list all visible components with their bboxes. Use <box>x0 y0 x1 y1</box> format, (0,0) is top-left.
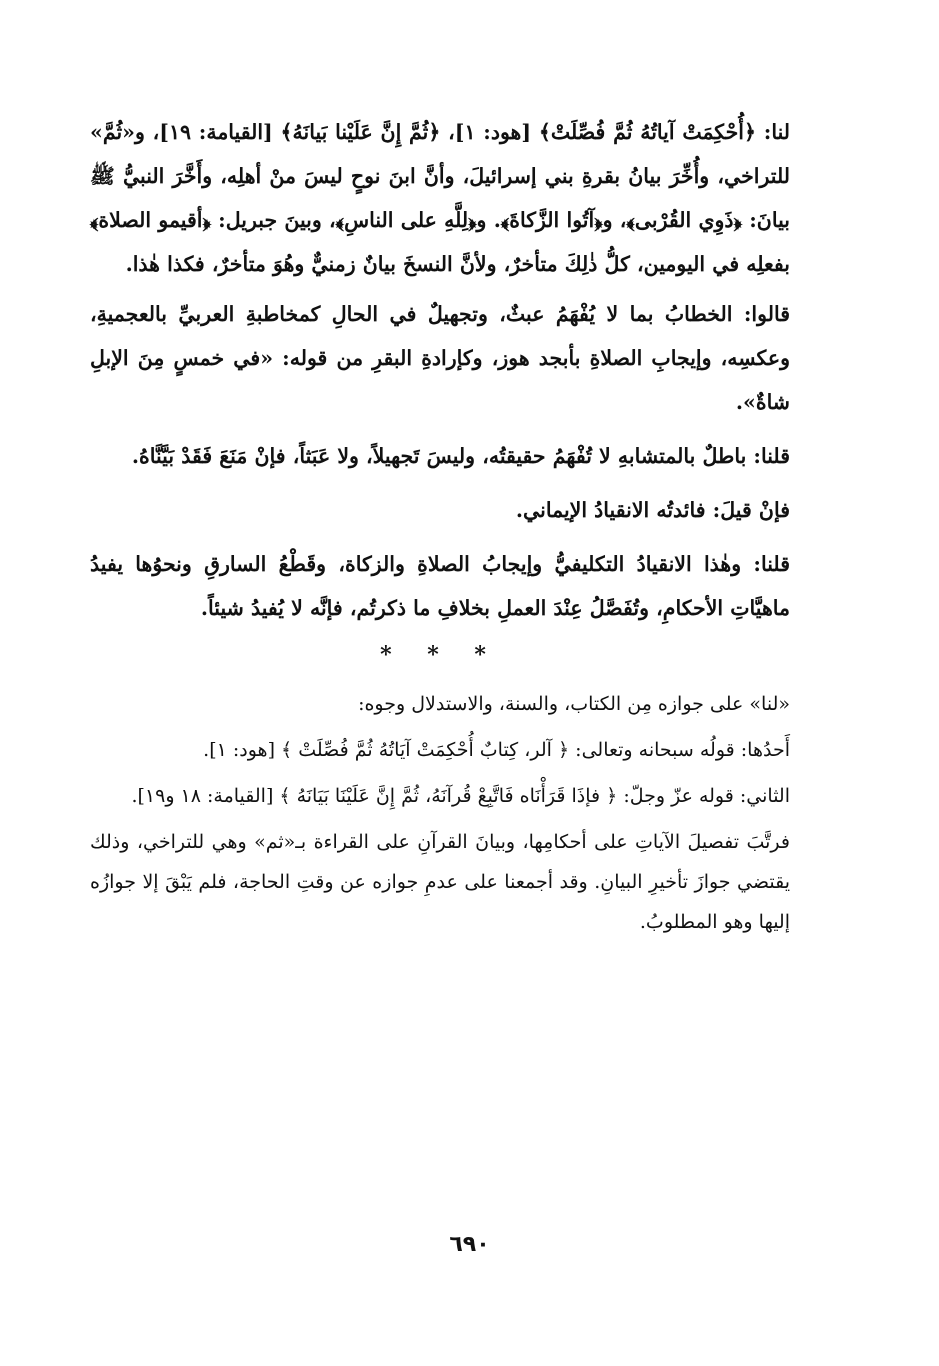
main-paragraph: لنا: ﴿أُحْكِمَتْ آياتُهُ ثُمَّ فُصِّلَتْ﴾ [هود: ١]، ﴿ثُمَّ إِنَّ عَلَيْنا بَيانَهُ﴾ [القيامة: ١٩]، و«ثُمَّ» للتراخي، وأُخِّرَ بيانُ بقرةِ بني إسرائيلَ، وأنَّ ابنَ نوحٍ ليسَ منْ أهلِه، وأَخَّرَ النبيُّ ﷺ بيانَ: ﴿ذَوِي القُرْبى﴾، و﴿آتُوا الزَّكاةَ﴾. و﴿لِلَّهِ على الناسِ﴾، وبينَ جبريل: ﴿أقيمو الصلاة﴾ بفعلِه في اليومين، كلُّ ذٰلِكَ متأخرٌ، ولأنَّ النسخَ بيانٌ زمنيٌّ وهُوَ متأخرٌ، فكذا هٰذا. <box>90 120 791 276</box>
commentary-paragraph: الثاني: قوله عزّ وجلّ: ﴿ فإذَا قَرَأْنَاه فَاتَّبِعْ قُرآنَهُ، ثُمَّ إِنَّ عَلَيْنَا بَيَانَهُ ﴾ [القيامة: ١٨ و١٩]. <box>131 785 790 807</box>
commentary-paragraph: أَحدُها: قولُه سبحانه وتعالى: ﴿ آلر، كِتابٌ أُحْكِمَتْ آيَاتُهُ ثُمَّ فُصِّلَتْ ﴾ [هود: ١]. <box>203 739 790 761</box>
commentary-block <box>90 684 790 942</box>
commentary-paragraph: فرتَّبَ تفصيلَ الآياتِ على أحكامِها، وبيانَ القرآنِ على القراءة بـ«ثم» وهي للتراخي، وذلك يقتضي جوازَ تأخيرِ البيانِ. وقد أجمعنا على عدمِ جوازه عن وقتِ الحاجة، فلم يَبْقَ إلا جوازُه إليها وهو المطلوبُ. <box>90 831 790 933</box>
main-paragraph: قلنا: باطلٌ بالمتشابهِ لا تُفْهَمُ حقيقتُه، وليسَ تَجهيلاً، ولا عَبَثاً، فإنْ مَنَعَ فَقَدْ بَيَّنَّاهُ. <box>131 444 790 468</box>
main-text-block <box>90 110 790 630</box>
commentary-paragraph: «لنا» على جوازه مِن الكتاب، والسنة، والاستدلال وجوه: <box>358 693 790 715</box>
main-paragraph: قلنا: وهٰذا الانقيادُ التكليفيُّ وإيجابُ الصلاةِ والزكاة، وقَطْعُ السارقِ ونحوُها يفيدُ ماهيَّاتِ الأحكامِ، وتُفَصَّلُ عِنْدَ العملِ بخلافِ ما ذكرتُم، فإنَّه لا يُفيدُ شيئاً. <box>90 552 790 620</box>
main-paragraph: قالوا: الخطابُ بما لا يُفْهَمُ عبثٌ، وتجهيلٌ في الحالِ كمخاطبةِ العربيِّ بالعجميةِ، وعكسِه، وإيجابِ الصلاةِ بأبجد هوز، وكإرادةِ البقرِ من قوله: «في خمسٍ مِنَ الإبلِ شاةٌ». <box>90 302 790 414</box>
page-text <box>90 110 790 948</box>
main-paragraph: فإنْ قيلَ: فائدتُه الانقيادُ الإيماني. <box>515 498 790 522</box>
page-number: ٦٩٠ <box>449 1232 490 1257</box>
section-separator: * * * <box>380 642 500 668</box>
